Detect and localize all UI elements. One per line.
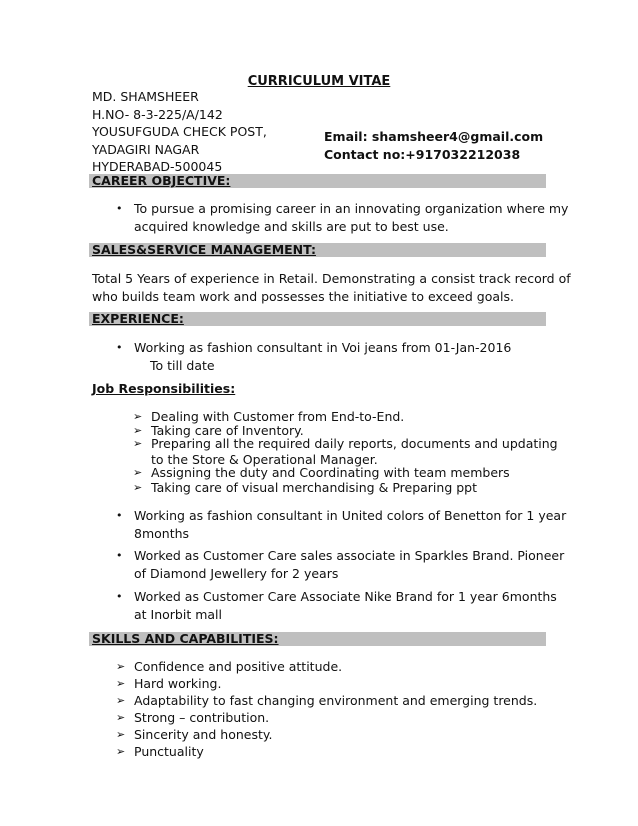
text-line: Dealing with Customer from End-to-End. — [151, 409, 405, 424]
arrow-icon: ➢ — [116, 745, 126, 758]
section-bar-experience — [89, 312, 546, 326]
section-bar-sales-service — [89, 243, 546, 257]
arrow-icon: ➢ — [116, 660, 126, 673]
text-line: to the Store & Operational Manager. — [151, 452, 378, 467]
skill-item — [116, 726, 537, 743]
text-line: Worked as Customer Care Associate Nike Brand for 1 year 6months — [134, 589, 557, 604]
bullet-icon: • — [116, 509, 123, 522]
objective-item — [116, 200, 568, 235]
responsibility-item — [133, 479, 477, 497]
bullet-icon: • — [116, 549, 123, 562]
experience-item — [116, 588, 557, 623]
arrow-icon: ➢ — [116, 677, 126, 690]
bullet-icon: • — [116, 590, 123, 603]
phone-text: Contact no:+917032212038 — [324, 146, 521, 162]
experience-item — [116, 547, 564, 582]
contact-block — [324, 128, 543, 163]
text-line: Working as fashion consultant in Voi jeans from 01-Jan-2016 — [134, 340, 512, 355]
section-heading: SKILLS AND CAPABILITIES: — [92, 631, 279, 646]
section-heading: SALES&SERVICE MANAGEMENT: — [92, 242, 316, 257]
text-line: Punctuality — [134, 744, 204, 759]
text-line: at Inorbit mall — [134, 606, 222, 622]
skill-item — [116, 658, 537, 675]
bullet-icon: • — [116, 202, 123, 215]
arrow-icon: ➢ — [133, 437, 143, 450]
section-bar-skills — [89, 632, 546, 646]
address-line: MD. SHAMSHEER — [92, 89, 199, 104]
skill-item — [116, 675, 537, 692]
arrow-icon: ➢ — [116, 711, 126, 724]
text-line: Strong – contribution. — [134, 710, 270, 725]
section-heading: EXPERIENCE: — [92, 311, 184, 326]
address-line: HYDERABAD-500045 — [92, 159, 223, 174]
email-text: Email: shamsheer4@gmail.com — [324, 129, 544, 144]
text-line: To till date — [150, 357, 215, 373]
address-block — [92, 88, 267, 176]
skill-item — [116, 692, 537, 709]
text-line: Taking care of visual merchandising & Preparing ppt — [151, 480, 477, 495]
text-line: Hard working. — [134, 676, 222, 691]
text-line: Total 5 Years of experience in Retail. Demonstrating a consist track record of — [92, 271, 571, 286]
text-line: Worked as Customer Care sales associate in Sparkles Brand. Pioneer — [134, 548, 565, 563]
document-title: CURRICULUM VITAE — [247, 74, 391, 89]
address-line: YOUSUFGUDA CHECK POST, — [92, 124, 267, 139]
text-line: Preparing all the required daily reports, documents and updating — [151, 436, 558, 451]
text-line: who builds team work and possesses the initiative to exceed goals. — [92, 288, 514, 304]
text-line: Assigning the duty and Coordinating with team members — [151, 465, 510, 480]
arrow-icon: ➢ — [133, 466, 143, 479]
text-line: To pursue a promising career in an innovating organization where my — [134, 201, 569, 216]
job-responsibilities-heading: Job Responsibilities: — [92, 381, 236, 396]
text-line: Taking care of Inventory. — [151, 423, 304, 438]
text-line: Confidence and positive attitude. — [134, 659, 343, 674]
arrow-icon: ➢ — [133, 424, 143, 437]
address-line: H.NO- 8-3-225/A/142 — [92, 106, 223, 122]
experience-item — [116, 339, 511, 374]
text-line: 8months — [134, 525, 190, 541]
text-line: of Diamond Jewellery for 2 years — [134, 565, 339, 581]
skill-item — [116, 709, 537, 726]
text-line: Sincerity and honesty. — [134, 727, 273, 742]
text-line: acquired knowledge and skills are put to best use. — [134, 218, 449, 234]
arrow-icon: ➢ — [116, 694, 126, 707]
text-line: Adaptability to fast changing environment and emerging trends. — [134, 693, 538, 708]
address-line: YADAGIRI NAGAR — [92, 141, 200, 157]
skill-item — [116, 743, 537, 760]
text-line: Working as fashion consultant in United colors of Benetton for 1 year — [134, 508, 567, 523]
section-bar-career-objective — [89, 174, 546, 188]
arrow-icon: ➢ — [116, 728, 126, 741]
bullet-icon: • — [116, 341, 123, 354]
skills-list — [116, 658, 537, 760]
sales-paragraph — [92, 270, 571, 305]
arrow-icon: ➢ — [133, 481, 143, 494]
arrow-icon: ➢ — [133, 410, 143, 423]
section-heading: CAREER OBJECTIVE: — [92, 173, 231, 188]
experience-item — [116, 507, 566, 542]
